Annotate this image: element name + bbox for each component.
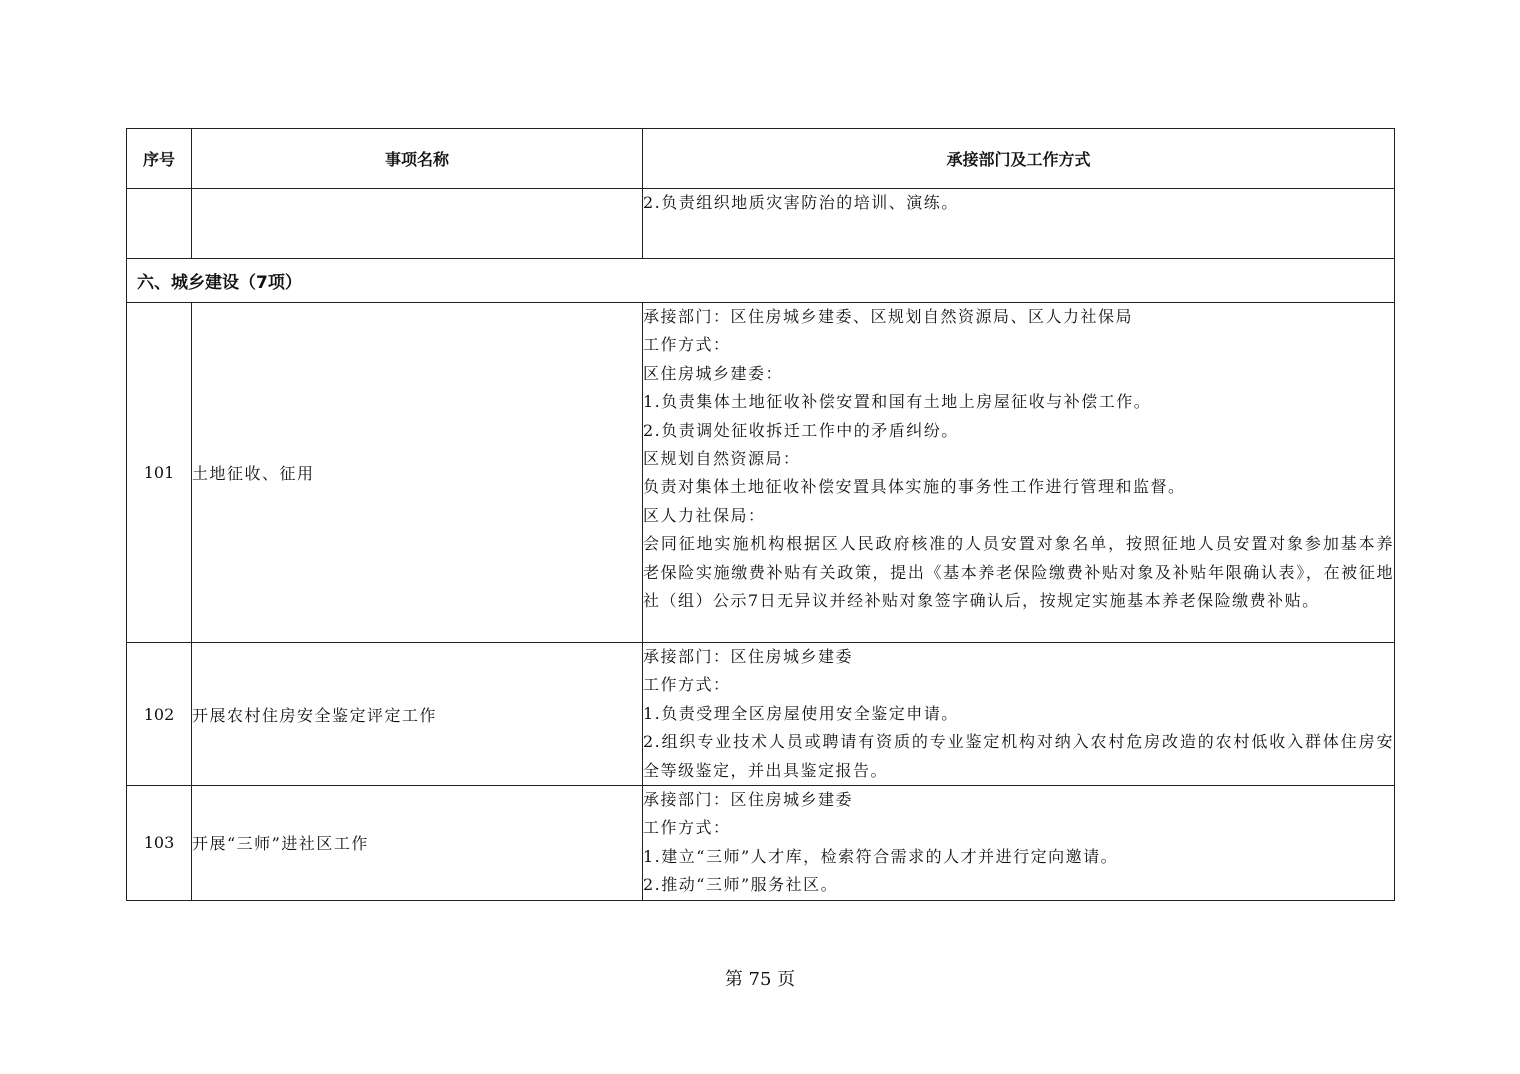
continuation-name-cell xyxy=(192,189,643,259)
section-title: 六、城乡建设（7项） xyxy=(127,259,1395,303)
dept-line: 2.负责组织地质灾害防治的培训、演练。 xyxy=(643,193,959,212)
dept-paragraph: 2.组织专业技术人员或聘请有资质的专业鉴定机构对纳入农村危房改造的农村低收入群体住房安全等级鉴定，并出具鉴定报告。 xyxy=(643,732,1394,780)
continuation-number-cell xyxy=(127,189,192,259)
table-header-row xyxy=(127,129,1395,189)
table-row xyxy=(127,786,1395,901)
dept-line: 2.负责调处征收拆迁工作中的矛盾纠纷。 xyxy=(643,420,959,440)
row-item-name: 土地征收、征用 xyxy=(192,303,643,643)
matters-table xyxy=(126,128,1395,901)
row-item-name: 开展农村住房安全鉴定评定工作 xyxy=(192,643,643,786)
header-serial-number: 序号 xyxy=(127,129,192,189)
row-item-name: 开展“三师”进社区工作 xyxy=(192,786,643,901)
row-dept-cell xyxy=(643,303,1395,643)
row-dept-cell xyxy=(643,643,1395,786)
row-dept-cell xyxy=(643,786,1395,901)
continuation-dept-cell xyxy=(643,189,1395,259)
dept-line: 工作方式： xyxy=(643,818,731,838)
dept-line: 承接部门：区住房城乡建委 xyxy=(643,647,854,666)
dept-line: 区住房城乡建委： xyxy=(643,363,784,383)
page-number: 第 75 页 xyxy=(724,969,796,990)
table-row xyxy=(127,643,1395,786)
dept-line: 区规划自然资源局： xyxy=(643,449,801,469)
dept-line: 区人力社保局： xyxy=(643,505,766,525)
section-row xyxy=(127,259,1395,303)
header-department-method: 承接部门及工作方式 xyxy=(643,129,1395,189)
dept-line: 承接部门：区住房城乡建委、区规划自然资源局、区人力社保局 xyxy=(643,307,1134,326)
dept-line: 工作方式： xyxy=(643,335,731,355)
dept-line: 承接部门：区住房城乡建委 xyxy=(643,790,854,810)
header-item-name: 事项名称 xyxy=(192,129,643,189)
row-number: 103 xyxy=(127,786,192,901)
dept-line: 2.推动“三师”服务社区。 xyxy=(643,875,839,895)
dept-line: 负责对集体土地征收补偿安置具体实施的事务性工作进行管理和监督。 xyxy=(643,477,1186,497)
table-row xyxy=(127,303,1395,643)
dept-line: 1.负责受理全区房屋使用安全鉴定申请。 xyxy=(643,703,959,723)
row-number: 101 xyxy=(127,303,192,643)
dept-line: 1.建立“三师”人才库，检索符合需求的人才并进行定向邀请。 xyxy=(643,846,1119,866)
row-number: 102 xyxy=(127,643,192,786)
dept-line: 工作方式： xyxy=(643,675,731,695)
dept-paragraph: 会同征地实施机构根据区人民政府核准的人员安置对象名单，按照征地人员安置对象参加基本养老保险实施缴费补贴有关政策，提出《基本养老保险缴费补贴对象及补贴年限确认表》，在被征地社（组）公示7日无异议并经补贴对象签字确认后，按规定实施基本养老保险缴费补贴。 xyxy=(643,534,1394,611)
dept-line: 1.负责集体土地征收补偿安置和国有土地上房屋征收与补偿工作。 xyxy=(643,392,1152,412)
table-row-continuation xyxy=(127,189,1395,259)
